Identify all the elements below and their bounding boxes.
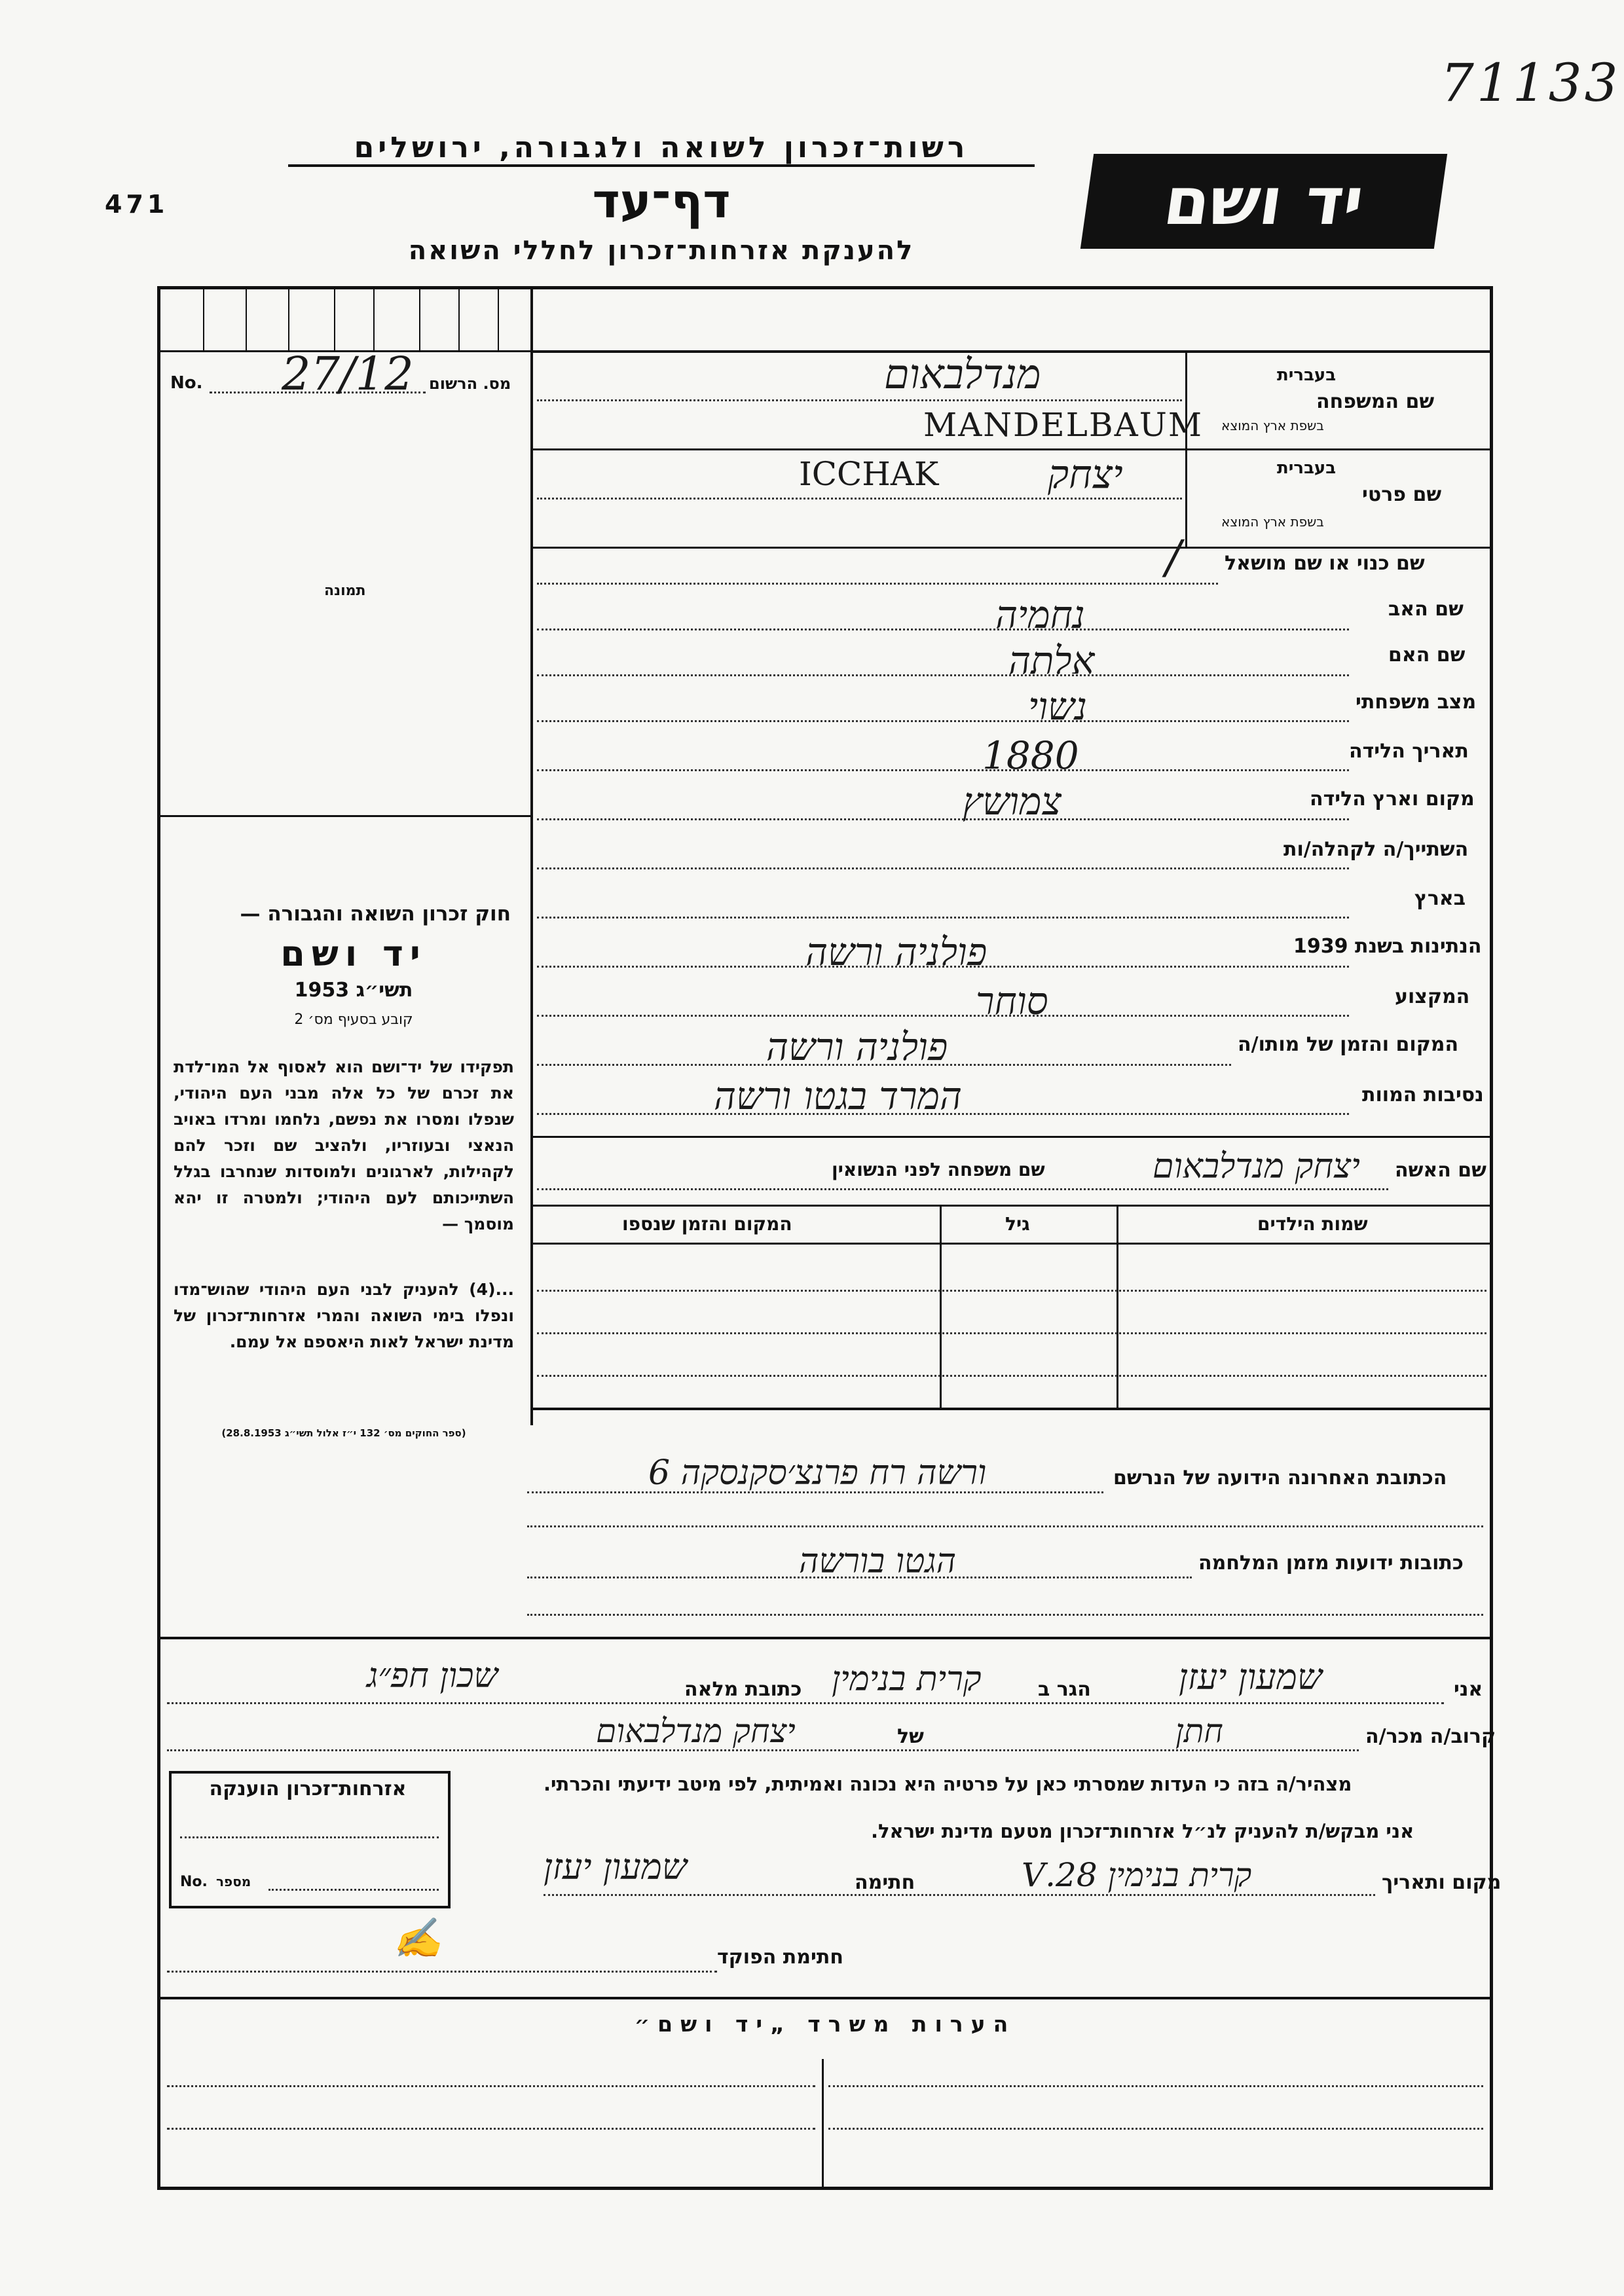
law-clause: קובע בסעיף מס׳ 2 <box>294 1011 413 1028</box>
birthdate-label: תאריך הלידה <box>1349 740 1469 763</box>
reg-no-label: No. <box>170 373 203 393</box>
reg-no-value: 27/12 <box>282 347 414 401</box>
wife-value: יצחק מנדלבאום <box>1153 1147 1360 1186</box>
citizenship-box-title: אזרחות־זכרון הוענקה <box>209 1777 407 1800</box>
address-label: הכתובת האחרונה הידועה של הנרשם <box>1113 1467 1447 1489</box>
declarant-full-address: שכון חפ״ג <box>367 1656 498 1696</box>
firstname-native: בשפת ארץ המוצא <box>1221 514 1324 530</box>
firstname-value-he: יצחק <box>1048 452 1123 498</box>
reg-no-he-label: מס. הרשום <box>429 374 511 393</box>
declarant-city: קרית בנימין <box>832 1660 982 1699</box>
war-address-value: הגטו בורשה <box>799 1542 957 1581</box>
children-header-age: גיל <box>1005 1213 1030 1235</box>
profession-value: סוחר <box>976 979 1048 1023</box>
nationality-label: הנתינות בשנת 1939 <box>1293 935 1482 958</box>
father-value: נחמיה <box>995 592 1085 637</box>
death-place-value: פולניה ורשה <box>766 1025 948 1069</box>
nickname-value: / <box>1166 530 1181 584</box>
header-authority: רשות־זכרון לשואה ולגבורה, ירושלים <box>288 131 1035 167</box>
declarant-of-label: של <box>897 1725 924 1748</box>
nickname-label: שם כנוי או שם מושאל <box>1225 552 1425 575</box>
law-title: חוק זכרון השואה והגבורה — <box>240 902 511 926</box>
lastname-native: בשפת ארץ המוצא <box>1221 418 1324 433</box>
archive-number: 71133 <box>1441 52 1621 113</box>
war-address-label: כתובות ידועות מזמן המלחמה <box>1198 1552 1464 1575</box>
law-text2: ...(4) להעניק לבני העם היהודי שהוש־מדו ונפלו בימי השואה והמרי אזרחות־זכרון של מדינת ישראל לאות היאספם אל עמם. <box>174 1280 514 1351</box>
declarant-declaration: מצהיר/ה בזה כי העדות שמסרתי כאן על פרטיה היא נכונה ואמיתית, לפי מיטב ידיעתי והכרתי. <box>544 1773 1352 1795</box>
father-label: שם האב <box>1388 598 1464 621</box>
header-subtitle: להענקת אזרחות־זכרון לחללי השואה <box>408 236 915 266</box>
declarant-signature: שמעון יעזן <box>544 1846 688 1887</box>
law-source: (ספר החוקים מס׳ 132 י״ז אלול תשי״ג 28.8.1953) <box>221 1427 466 1439</box>
officer-label: חתימת הפוקד <box>717 1946 843 1969</box>
office-notes-title: הערות משרד „יד ושם״ <box>634 2011 1016 2037</box>
yad-vashem-logo: יד ושם <box>1080 154 1447 249</box>
declarant-name: שמעון יעזן <box>1179 1656 1323 1698</box>
mother-label: שם האם <box>1388 644 1466 666</box>
citizenship-box-he-no: מספר <box>216 1874 251 1889</box>
photo-label: תמונה <box>324 583 366 599</box>
header-title: דף־עד <box>592 173 731 228</box>
death-circ-value: המרד בגטו ורשה <box>714 1074 963 1118</box>
firstname-value-latin: ICCHAK <box>799 455 939 493</box>
wife-maiden-label: שם משפחה לפני הנשואין <box>832 1159 1045 1180</box>
declarant-request: אני מבקש/ת להעניק לנ״ל אזרחות־זכרון מטעם מדינת ישראל. <box>871 1820 1414 1842</box>
declarant-signature-label: חתימה <box>855 1871 915 1894</box>
declarant-place-date: קרית בנימין 28.V <box>1022 1856 1252 1894</box>
nationality-value: פולניה ורשה <box>805 930 987 974</box>
declarant-full-address-label: כתובת מלאה <box>684 1678 802 1701</box>
declarant-place-date-label: מקום ותאריך <box>1382 1871 1502 1894</box>
birthdate-value: 1880 <box>982 733 1079 778</box>
law-text: תפקידו של יד־ושם הוא לאסוף אל המו־לדת את זכרם של כל אלה מבני העם היהודי, שנפלו ומסרו את נפשם, נלחמו ומרדו באויב הנאצי ובעוזריו, ולהציב שם וזכר להם לקהילות, לארגונים ולמוסדות שנחרבו בגלל השתייכותם לעם היהודי; ולמטרה זו יהא מוסמך — <box>174 1057 514 1233</box>
lastname-hebrew: בעברית <box>1277 365 1337 385</box>
firstname-hebrew: בעברית <box>1277 458 1337 478</box>
profession-label: המקצוע <box>1395 985 1470 1008</box>
firstname-label: שם פרטי <box>1362 483 1442 506</box>
law-year: תשי״ג 1953 <box>294 979 413 1002</box>
address-value: ורשה רח פרנצ׳סקנסקה 6 <box>648 1453 987 1493</box>
declarant-lives-label: הגר ב <box>1038 1678 1091 1701</box>
marital-value: נשוי <box>1028 684 1087 729</box>
children-header-names: שמות הילדים <box>1257 1213 1368 1235</box>
lastname-label: שם המשפחה <box>1316 390 1435 413</box>
death-circ-label: נסיבות המוות <box>1362 1084 1484 1106</box>
declarant-ani: אני <box>1454 1678 1483 1701</box>
country-label: בארץ <box>1414 887 1466 910</box>
children-header-place: המקום והזמן שנספו <box>622 1213 792 1235</box>
wife-label: שם האשה <box>1395 1159 1486 1182</box>
birthplace-value: צמושץ <box>963 779 1061 824</box>
declarant-of-name: יצחק מנדלבאום <box>596 1712 796 1750</box>
officer-signature-scribble: ✍ <box>393 1916 442 1961</box>
mother-value: אלתה <box>1008 638 1095 683</box>
community-label: השתייך/ה לקהלה/ות <box>1283 838 1469 861</box>
birthplace-label: מקום וארץ הלידה <box>1310 788 1475 811</box>
declarant-relation: חתן <box>1175 1712 1223 1750</box>
marital-label: מצב משפחתי <box>1356 691 1477 714</box>
lastname-value-he: מנדלבאום <box>884 350 1041 398</box>
law-name: יד ושם <box>280 933 427 974</box>
declarant-relation-label: קרוב/ה מכר/ה <box>1365 1725 1496 1748</box>
death-place-label: המקום והזמן של מותו/ה <box>1238 1033 1459 1056</box>
citizenship-box-no-label: No. <box>180 1874 208 1890</box>
side-number: 471 <box>105 190 169 219</box>
lastname-value-latin: MANDELBAUM <box>923 406 1204 444</box>
